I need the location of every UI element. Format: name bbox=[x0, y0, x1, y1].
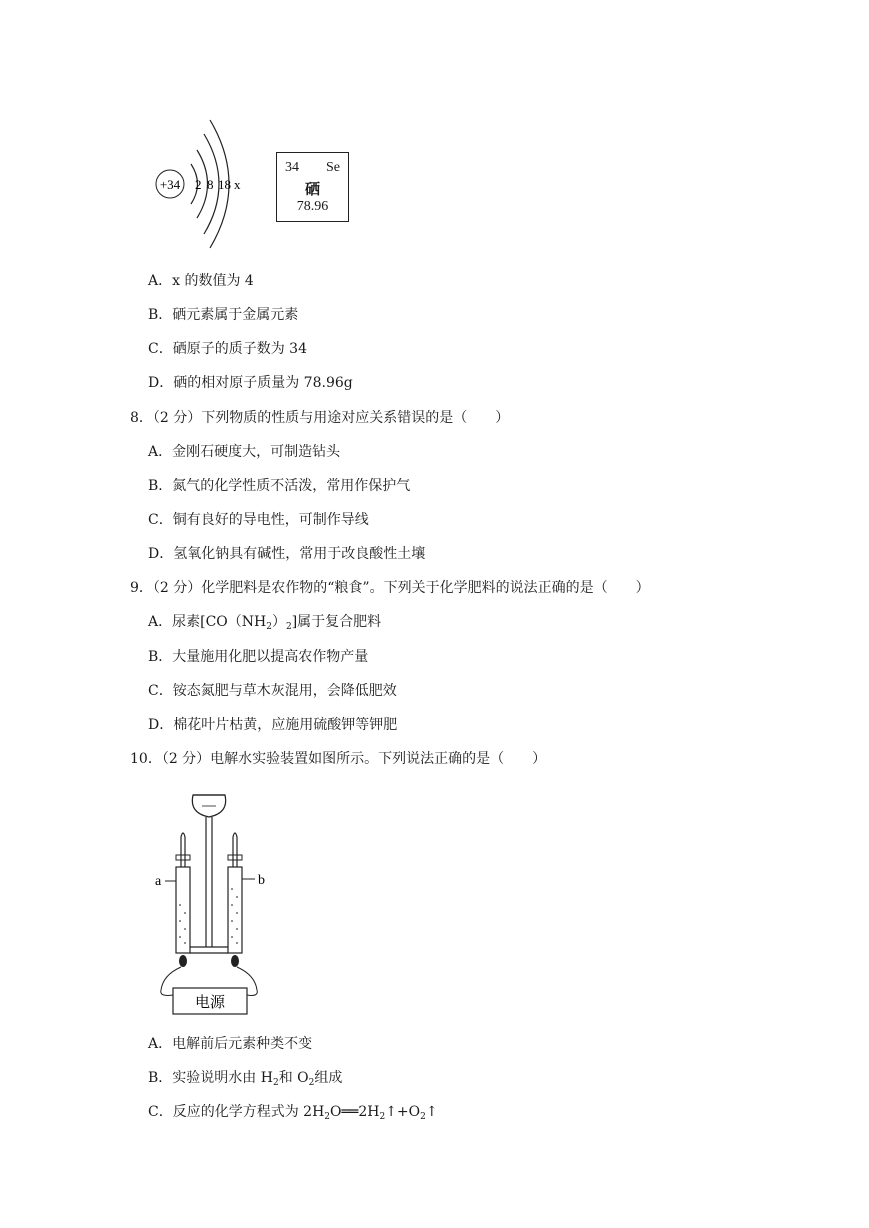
q9-option-b: B．大量施用化肥以提高农作物产量 bbox=[148, 649, 369, 665]
q7-option-a: A．x 的数值为 4 bbox=[148, 273, 254, 289]
shell-count-1: 2 bbox=[195, 177, 202, 192]
q8-option-d: D．氢氧化钠具有碱性，常用于改良酸性土壤 bbox=[148, 546, 426, 562]
tube-label-b: b bbox=[258, 873, 265, 888]
q8-option-b: B．氮气的化学性质不活泼，常用作保护气 bbox=[148, 478, 411, 494]
q10-stem: 10．（2 分）电解水实验装置如图所示。下列说法正确的是（ ） bbox=[130, 751, 547, 767]
atomic-mass: 78.96 bbox=[296, 199, 329, 214]
q7-option-c: C．硒原子的质子数为 34 bbox=[148, 341, 307, 357]
shell-count-2: 8 bbox=[207, 177, 214, 192]
right-stopcock bbox=[228, 855, 242, 860]
selenium-atom-structure-diagram bbox=[148, 112, 248, 252]
q8-option-c: C．铜有良好的导电性，可制作导线 bbox=[148, 512, 369, 528]
left-tube-body bbox=[176, 867, 190, 953]
left-electrode bbox=[179, 955, 187, 967]
water-dots bbox=[179, 888, 238, 944]
element-name: 硒 bbox=[304, 180, 320, 198]
left-stopcock bbox=[176, 855, 190, 860]
periodic-element-box bbox=[276, 152, 349, 222]
right-electrode bbox=[231, 955, 239, 967]
electrolysis-apparatus-diagram bbox=[145, 785, 280, 1020]
q8-stem: 8．（2 分）下列物质的性质与用途对应关系错误的是（ ） bbox=[130, 410, 510, 426]
left-tube-tip bbox=[181, 833, 185, 867]
q9-option-c: C．铵态氮肥与草木灰混用，会降低肥效 bbox=[148, 683, 397, 699]
shell-count-3: 18 bbox=[218, 177, 231, 192]
q7-option-d: D．硒的相对原子质量为 78.96g bbox=[148, 375, 353, 391]
q10-option-a: A．电解前后元素种类不变 bbox=[148, 1036, 313, 1052]
nucleus-charge: +34 bbox=[159, 177, 181, 192]
q10-option-b: B．实验说明水由 $H_2$和 $O_2$组成 bbox=[148, 1070, 343, 1088]
tube-label-a: a bbox=[155, 874, 162, 889]
q10-option-c: C．反应的化学方程式为 $2H_2O══2H_2↑+O_2↑$ bbox=[148, 1104, 438, 1122]
element-symbol: Se bbox=[326, 160, 340, 175]
q8-option-a: A．金刚石硬度大，可制造钻头 bbox=[148, 444, 341, 460]
q9-option-d: D．棉花叶片枯黄，应施用硫酸钾等钾肥 bbox=[148, 717, 398, 733]
right-tube-tip bbox=[233, 833, 237, 867]
atomic-number: 34 bbox=[285, 160, 299, 175]
q9-option-a: A．尿素$[CO(NH_2)_2]$属于复合肥料 bbox=[148, 614, 382, 632]
power-supply-label: 电源 bbox=[194, 993, 226, 1011]
q7-option-b: B．硒元素属于金属元素 bbox=[148, 307, 299, 323]
right-tube-body bbox=[228, 867, 242, 953]
q9-stem: 9．（2 分）化学肥料是农作物的“粮食”。下列关于化学肥料的说法正确的是（ ） bbox=[130, 580, 650, 596]
shell-count-4: x bbox=[234, 177, 241, 192]
